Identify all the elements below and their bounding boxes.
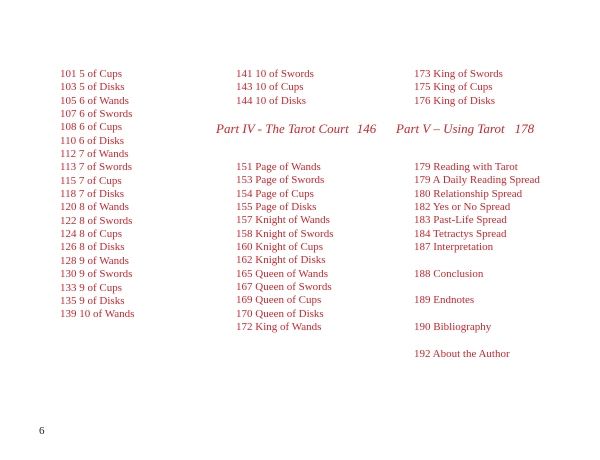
- toc-column-2-bottom: [236, 161, 333, 334]
- toc-entry: 103 5 of Disks: [60, 81, 125, 94]
- toc-entry: 105 6 of Wands: [60, 94, 129, 107]
- toc-entry: 151 Page of Wands: [236, 161, 321, 173]
- toc-entry: 139 10 of Wands: [60, 308, 135, 321]
- toc-entry: 173 King of Swords: [414, 68, 503, 80]
- toc-entry: 115 7 of Cups: [60, 174, 122, 187]
- toc-entry: 165 Queen of Wands: [236, 267, 329, 280]
- toc-entry: 143 10 of Cups: [236, 81, 304, 94]
- toc-entry: 183 Past-Life Spread: [414, 214, 507, 227]
- part-iv-title: Part IV - The Tarot Court: [216, 121, 349, 136]
- toc-entry: 157 Knight of Wands: [236, 214, 330, 227]
- part-iv-heading: [216, 121, 376, 137]
- toc-entry: 124 8 of Cups: [60, 228, 123, 241]
- toc-entry: 176 King of Disks: [414, 94, 495, 107]
- toc-column-3-top: [414, 68, 503, 108]
- toc-entry: 167 Queen of Swords: [236, 281, 332, 294]
- toc-entry: 118 7 of Disks: [60, 188, 125, 201]
- toc-entry: 113 7 of Swords: [60, 161, 133, 174]
- toc-entry: 144 10 of Disks: [236, 94, 306, 107]
- toc-entry: 190 Bibliography: [414, 321, 492, 334]
- toc-entry: 101 5 of Cups: [60, 68, 123, 80]
- toc-entry: 187 Interpretation: [414, 241, 494, 254]
- page-number: 6: [39, 425, 45, 437]
- part-v-title: Part V – Using Tarot: [396, 121, 505, 136]
- toc-entry: 126 8 of Disks: [60, 241, 125, 254]
- toc-entry: 130 9 of Swords: [60, 268, 133, 281]
- part-v-heading: [396, 121, 534, 137]
- toc-column-2-top: [236, 68, 314, 108]
- toc-entry: 141 10 of Swords: [236, 68, 314, 80]
- toc-entry: 128 9 of Wands: [60, 254, 129, 267]
- toc-entry: 162 Knight of Disks: [236, 254, 326, 267]
- toc-entry: 110 6 of Disks: [60, 134, 125, 147]
- toc-entry: 158 Knight of Swords: [236, 227, 334, 240]
- toc-entry: 175 King of Cups: [414, 81, 493, 94]
- part-iv-page: 146: [356, 121, 377, 136]
- toc-entry: 108 6 of Cups: [60, 121, 123, 134]
- toc-entry: 153 Page of Swords: [236, 174, 325, 187]
- toc-entry: 107 6 of Swords: [60, 108, 133, 121]
- toc-entry: 169 Queen of Cups: [236, 294, 322, 307]
- toc-entry: 182 Yes or No Spread: [414, 201, 511, 214]
- toc-column-1: [60, 68, 134, 322]
- toc-entry: 188 Conclusion: [414, 267, 484, 280]
- toc-entry: 154 Page of Cups: [236, 187, 314, 200]
- toc-entry: 112 7 of Wands: [60, 148, 129, 161]
- toc-entry: 122 8 of Swords: [60, 214, 133, 227]
- toc-entry: 160 Knight of Cups: [236, 241, 324, 254]
- spacer: [414, 308, 540, 321]
- toc-entry: 184 Tetractys Spread: [414, 227, 507, 240]
- spacer: [414, 334, 540, 347]
- toc-entry: 179 Reading with Tarot: [414, 161, 518, 173]
- toc-entry: 155 Page of Disks: [236, 201, 317, 214]
- part-v-page: 178: [514, 121, 535, 136]
- toc-entry: 179 A Daily Reading Spread: [414, 174, 540, 187]
- toc-entry: 133 9 of Cups: [60, 281, 123, 294]
- toc-entry: 192 About the Author: [414, 347, 510, 360]
- toc-column-3-bottom: [414, 161, 540, 361]
- toc-entry: 135 9 of Disks: [60, 294, 125, 307]
- toc-entry: 120 8 of Wands: [60, 201, 129, 214]
- toc-entry: 189 Endnotes: [414, 294, 475, 307]
- spacer: [414, 254, 540, 267]
- toc-entry: 180 Relationship Spread: [414, 187, 523, 200]
- spacer: [414, 281, 540, 294]
- toc-entry: 172 King of Wands: [236, 321, 322, 334]
- toc-entry: 170 Queen of Disks: [236, 307, 324, 320]
